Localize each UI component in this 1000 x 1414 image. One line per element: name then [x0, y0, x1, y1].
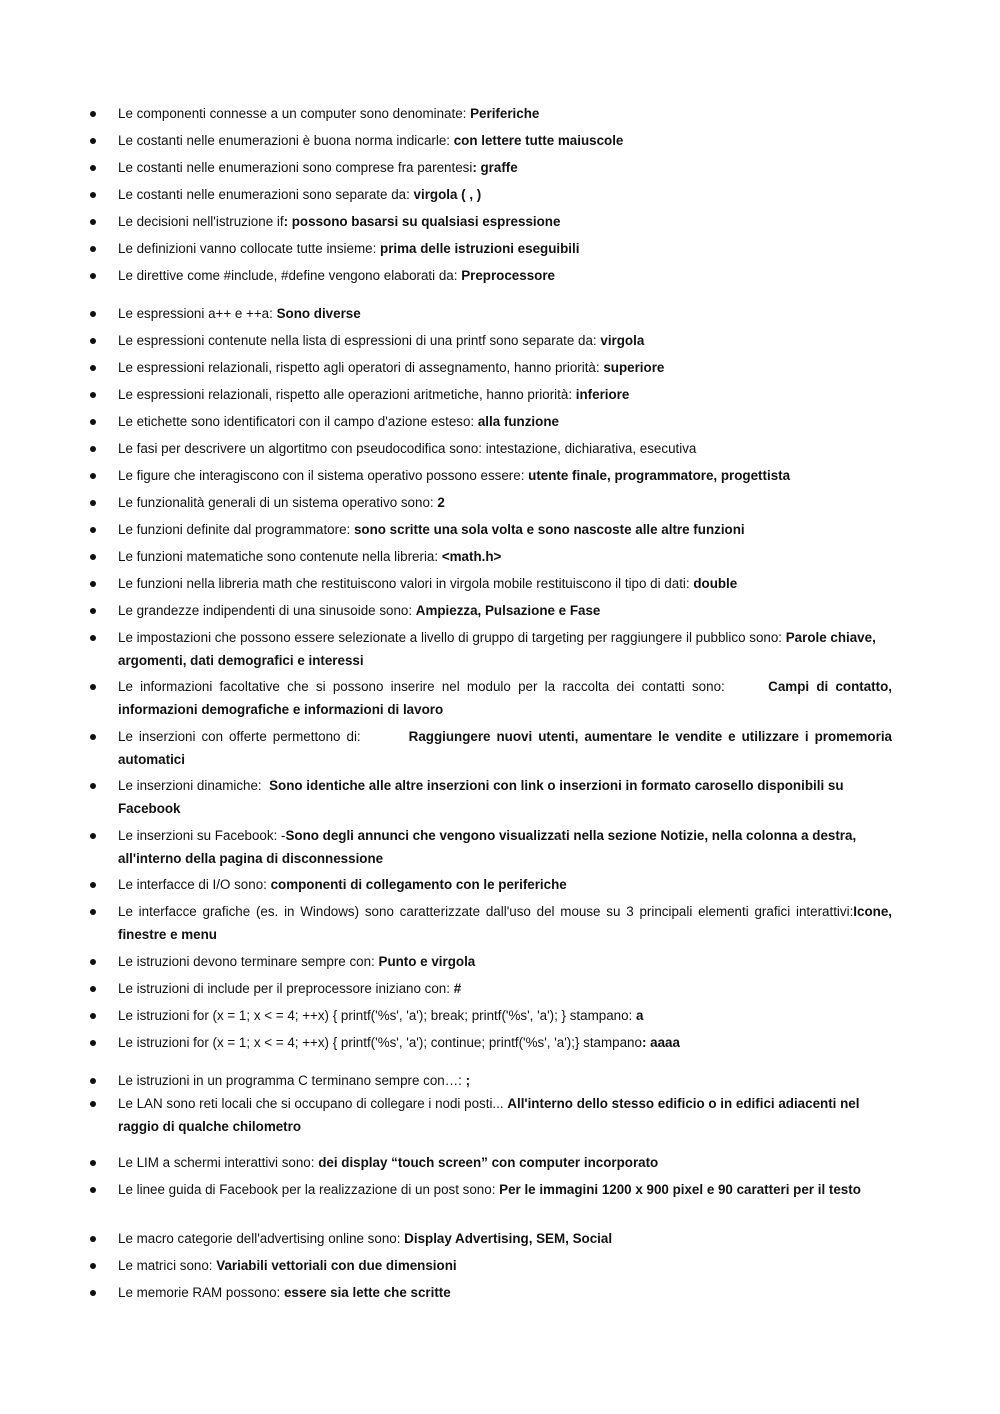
bullet-icon — [90, 365, 96, 371]
item-text: Le funzioni matematiche sono contenute nella libreria: — [118, 549, 442, 564]
item-text: Le espressioni relazionali, rispetto alle operazioni aritmetiche, hanno priorità: — [118, 387, 576, 402]
item-text: Le LAN sono reti locali che si occupano di collegare i nodi posti... — [118, 1096, 508, 1111]
item-text: Le funzionalità generali di un sistema operativo sono: — [118, 495, 438, 510]
item-answer: Preprocessore — [461, 268, 555, 283]
item-answer: Per le immagini 1200 x 900 pixel e 90 caratteri per il testo — [499, 1182, 861, 1197]
item-text: Le grandezze indipendenti di una sinusoide sono: — [118, 603, 416, 618]
list-item — [118, 411, 892, 434]
list-item — [118, 901, 892, 946]
list-item — [118, 1228, 892, 1251]
item-text: Le funzioni nella libreria math che restituiscono valori in virgola mobile restituiscono il tipo di dati: — [118, 576, 694, 591]
item-answer: prima delle istruzioni eseguibili — [380, 241, 580, 256]
item-answer: Sono identiche alle altre inserzioni con link o inserzioni in formato carosello disponibili su Facebook — [118, 778, 844, 816]
list-item — [118, 1152, 892, 1175]
list-item — [118, 1032, 892, 1055]
list-item — [118, 600, 892, 623]
bullet-icon — [90, 138, 96, 144]
list-item — [118, 184, 892, 207]
item-answer: componenti di collegamento con le periferiche — [270, 877, 567, 892]
item-answer: virgola — [600, 333, 645, 348]
list-item — [118, 978, 892, 1001]
bullet-icon — [90, 1160, 96, 1166]
list-item — [118, 676, 892, 721]
list-item — [118, 627, 892, 672]
list-item — [118, 1005, 892, 1028]
list-item — [118, 1179, 892, 1202]
bullet-icon — [90, 1263, 96, 1269]
list-item — [118, 1255, 892, 1278]
item-text: Le istruzioni di include per il preprocessore iniziano con: — [118, 981, 454, 996]
item-answer: : aaaa — [641, 1035, 680, 1050]
item-text: Le linee guida di Facebook per la realizzazione di un post sono: — [118, 1182, 500, 1197]
list-item — [118, 573, 892, 596]
bullet-icon — [90, 554, 96, 560]
item-text: Le informazioni facoltative che si possono inserire nel modulo per la raccolta dei contatti sono: — [118, 679, 769, 694]
item-answer: : graffe — [472, 160, 518, 175]
item-text: Le impostazioni che possono essere selezionate a livello di gruppo di targeting per raggiungere il pubblico sono: — [118, 630, 786, 645]
list-item — [118, 546, 892, 569]
item-answer: Ampiezza, Pulsazione e Fase — [415, 603, 601, 618]
item-text: Le matrici sono: — [118, 1258, 217, 1273]
list-item — [118, 465, 892, 488]
list-item — [118, 357, 892, 380]
item-text: Le costanti nelle enumerazioni sono separate da: — [118, 187, 414, 202]
item-text: Le inserzioni dinamiche: — [118, 778, 270, 793]
item-answer: Variabili vettoriali con due dimensioni — [216, 1258, 457, 1273]
item-text: Le espressioni a++ e ++a: — [118, 306, 277, 321]
list-item — [118, 825, 892, 870]
item-answer: con lettere tutte maiuscole — [453, 133, 624, 148]
bullet-icon — [90, 635, 96, 641]
bullet-icon — [90, 338, 96, 344]
bullet-icon — [90, 1040, 96, 1046]
item-answer: Sono degli annunci che vengono visualizzati nella sezione Notizie, nella colonna a destra, all'interno della pagina di disconnessione — [118, 828, 857, 866]
list-item — [118, 330, 892, 353]
list-item — [118, 238, 892, 261]
item-text: Le LIM a schermi interattivi sono: — [118, 1155, 319, 1170]
item-text: Le decisioni nell'istruzione if — [118, 214, 284, 229]
bullet-icon — [90, 473, 96, 479]
item-answer: <math.h> — [441, 549, 502, 564]
bullet-icon — [90, 959, 96, 965]
bullet-icon — [90, 192, 96, 198]
list-item — [118, 874, 892, 897]
bullet-icon — [90, 246, 96, 252]
list-item — [118, 303, 892, 326]
bullet-icon — [90, 608, 96, 614]
item-text: Le figure che interagiscono con il sistema operativo possono essere: — [118, 468, 529, 483]
bullet-icon — [90, 783, 96, 789]
item-answer: alla funzione — [477, 414, 559, 429]
bullet-icon — [90, 1187, 96, 1193]
item-answer: ; — [465, 1073, 471, 1088]
bullet-icon — [90, 833, 96, 839]
bullet-icon — [90, 909, 96, 915]
item-text: Le memorie RAM possono: — [118, 1285, 284, 1300]
item-text: Le inserzioni su Facebook: - — [118, 828, 286, 843]
list-item — [118, 519, 892, 542]
list-item — [118, 130, 892, 153]
list-item — [118, 951, 892, 974]
item-answer: superiore — [603, 360, 665, 375]
item-text: Le interfacce grafiche (es. in Windows) sono caratterizzate dall'uso del mouse su 3 principali elementi grafici interattivi: — [118, 904, 854, 919]
item-answer: Icone, finestre e menu — [118, 904, 892, 942]
list-item — [118, 384, 892, 407]
bullet-icon — [90, 882, 96, 888]
item-answer: All'interno dello stesso edificio o in edifici adiacenti nel raggio di qualche chilometro — [118, 1096, 860, 1134]
item-text: Le definizioni vanno collocate tutte insieme: — [118, 241, 381, 256]
item-text: Le funzioni definite dal programmatore: — [118, 522, 354, 537]
item-text: Le istruzioni devono terminare sempre con: — [118, 954, 379, 969]
item-text: Le interfacce di I/O sono: — [118, 877, 271, 892]
item-text: Le costanti nelle enumerazioni sono comprese fra parentesi — [118, 160, 473, 175]
item-answer: Periferiche — [470, 106, 540, 121]
bullet-icon — [90, 419, 96, 425]
item-answer: Campi di contatto, informazioni demografiche e informazioni di lavoro — [118, 679, 893, 717]
list-item — [118, 492, 892, 515]
bullet-icon — [90, 500, 96, 506]
item-text: Le istruzioni for (x = 1; x < = 4; ++x) { printf('%s', 'a'); break; printf('%s', 'a'); } stampano: — [118, 1008, 636, 1023]
item-text: Le fasi per descrivere un algortitmo con pseudocodifica sono: intestazione, dichiarativa, esecutiva — [118, 441, 697, 456]
item-answer: 2 — [437, 495, 445, 510]
item-answer: Sono diverse — [276, 306, 361, 321]
list-item — [118, 775, 892, 820]
item-text: Le espressioni relazionali, rispetto agli operatori di assegnamento, hanno priorità: — [118, 360, 604, 375]
list-item — [118, 265, 892, 288]
bullet-icon — [90, 581, 96, 587]
bullet-icon — [90, 734, 96, 740]
bullet-icon — [90, 392, 96, 398]
item-answer: dei display “touch screen” con computer incorporato — [318, 1155, 659, 1170]
bullet-icon — [90, 1290, 96, 1296]
item-text: Le istruzioni for (x = 1; x < = 4; ++x) { printf('%s', 'a'); continue; printf('%s', 'a');} stampano — [118, 1035, 642, 1050]
item-answer: # — [453, 981, 462, 996]
bullet-icon — [90, 684, 96, 690]
bullet-icon — [90, 311, 96, 317]
bullet-icon — [90, 1236, 96, 1242]
list-item — [118, 211, 892, 234]
list-item — [118, 438, 892, 461]
bullet-icon — [90, 446, 96, 452]
bullet-icon — [90, 219, 96, 225]
item-answer: essere sia lette che scritte — [283, 1285, 451, 1300]
list-item — [118, 1093, 892, 1138]
item-answer: Punto e virgola — [378, 954, 476, 969]
item-answer: a — [635, 1008, 644, 1023]
item-answer: Parole chiave, argomenti, dati demografici e interessi — [118, 630, 876, 668]
bullet-icon — [90, 1013, 96, 1019]
bullet-icon — [90, 273, 96, 279]
item-text: Le espressioni contenute nella lista di espressioni di una printf sono separate da: — [118, 333, 601, 348]
bullet-icon — [90, 165, 96, 171]
item-text: Le componenti connesse a un computer sono denominate: — [118, 106, 471, 121]
item-answer: double — [693, 576, 738, 591]
list-item — [118, 726, 892, 771]
item-answer: inferiore — [575, 387, 630, 402]
item-text: Le costanti nelle enumerazioni è buona norma indicarle: — [118, 133, 454, 148]
item-answer: : possono basarsi su qualsiasi espressione — [283, 214, 561, 229]
bullet-icon — [90, 111, 96, 117]
bullet-icon — [90, 1101, 96, 1107]
bullet-icon — [90, 986, 96, 992]
list-item — [118, 1070, 892, 1093]
list-item — [118, 103, 892, 126]
item-text: Le etichette sono identificatori con il campo d'azione esteso: — [118, 414, 478, 429]
item-answer: virgola ( , ) — [413, 187, 482, 202]
item-answer: Display Advertising, SEM, Social — [404, 1231, 613, 1246]
item-text: Le macro categorie dell'advertising online sono: — [118, 1231, 405, 1246]
item-text: Le istruzioni in un programma C terminano sempre con…: — [118, 1073, 466, 1088]
item-answer: Raggiungere nuovi utenti, aumentare le vendite e utilizzare i promemoria automatici — [118, 729, 892, 767]
item-answer: sono scritte una sola volta e sono nascoste alle altre funzioni — [353, 522, 745, 537]
bullet-icon — [90, 1078, 96, 1084]
item-text: Le inserzioni con offerte permettono di: — [118, 729, 409, 744]
list-item — [118, 157, 892, 180]
list-item — [118, 1282, 892, 1305]
item-answer: utente finale, programmatore, progettista — [528, 468, 791, 483]
bullet-icon — [90, 527, 96, 533]
item-text: Le direttive come #include, #define vengono elaborati da: — [118, 268, 462, 283]
